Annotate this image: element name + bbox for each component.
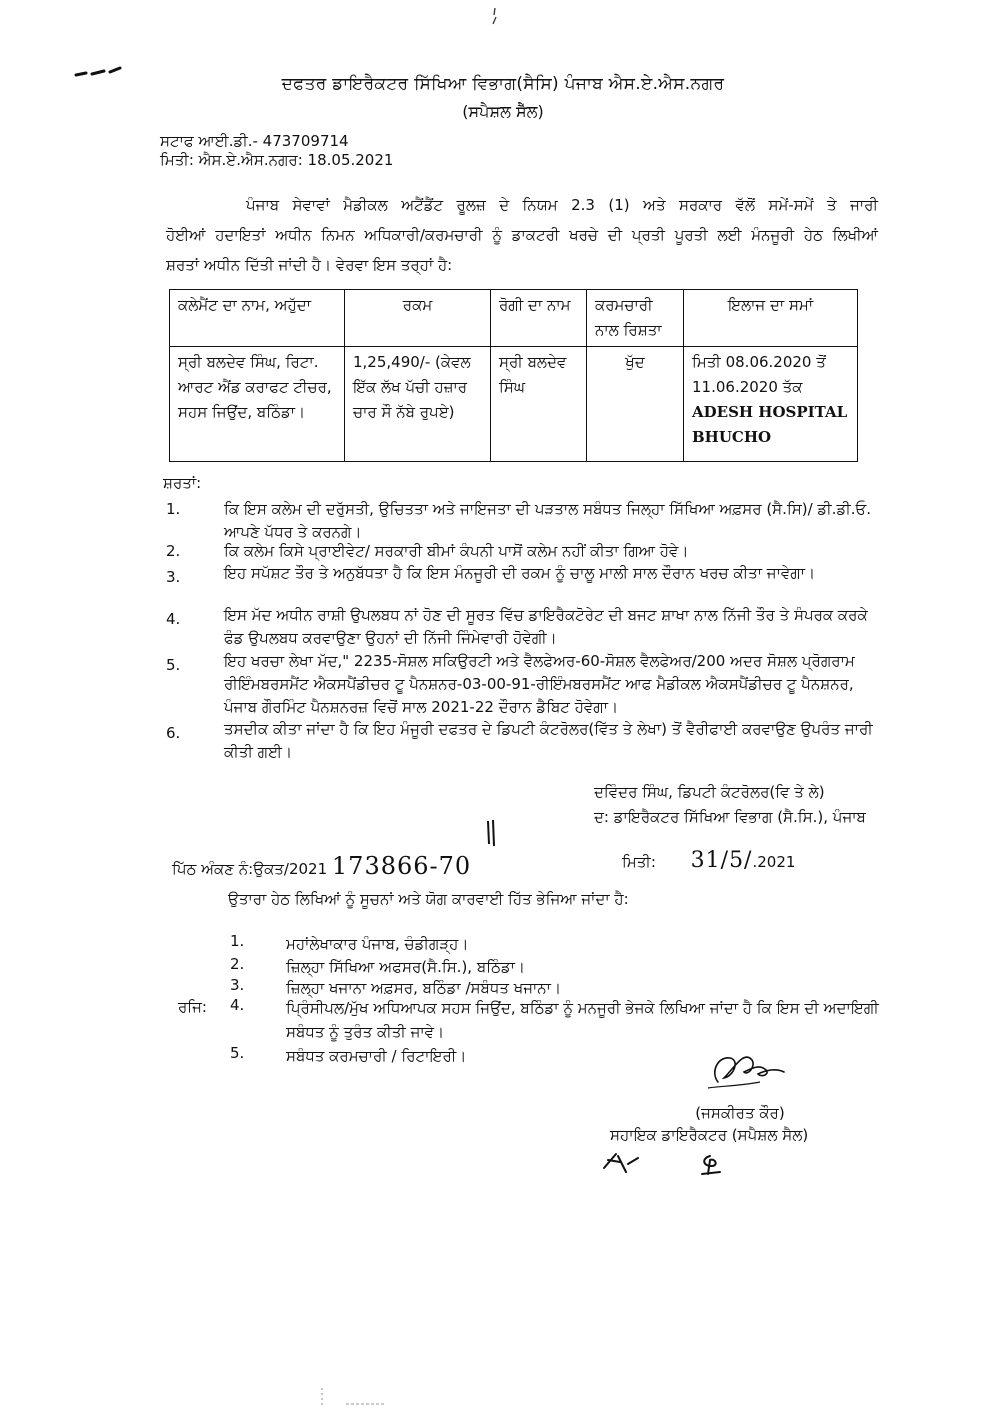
date-year: .2021 — [752, 853, 796, 871]
assistant-director-designation: ਸਹਾਇਕ ਡਾਇਰੈਕਟਰ (ਸਪੈਸ਼ਲ ਸੈਲ) — [610, 1126, 809, 1144]
endorsement-number-handwritten: 173866-70 — [331, 852, 472, 880]
recipient-text: ਜ਼ਿਲ੍ਹਾ ਸਿੱਖਿਆ ਅਫਸਰ(ਸੈ.ਸਿ.), ਬਠਿੰਡਾ। — [286, 958, 526, 976]
signatory-office: ਦ: ਡਾਇਰੈਕਟਰ ਸਿੱਖਿਆ ਵਿਭਾਗ (ਸੈ.ਸਿ.), ਪੰਜਾਬ — [594, 808, 866, 826]
date-handwritten: 31/5/ — [690, 848, 753, 873]
signatory-name: ਦਵਿੰਦਰ ਸਿੰਘ, ਡਿਪਟੀ ਕੰਟਰੋਲਰ(ਵਿ ਤੇ ਲੇ) — [594, 783, 825, 801]
condition-text: ਤਸਦੀਕ ਕੀਤਾ ਜਾਂਦਾ ਹੈ ਕਿ ਇਹ ਮੰਜੂਰੀ ਦਫਤਰ ਦੇ ਡਿਪਟੀ ਕੰਟਰੋਲਰ(ਵਿੱਤ ਤੇ ਲੇਖਾ) ਤੋਂ ਵੈਰੀਫਾਈ ਕਰਵਾਉਣ ਉਪਰੰਤ ਜਾਰੀ ਕੀਤੀ ਗਈ। — [224, 720, 873, 761]
cell-amount: 1,25,490/- (ਕੇਵਲ ਇੱਕ ਲੱਖ ਪੱਚੀ ਹਜ਼ਾਰ ਚਾਰ ਸੌ ਨੱਬੇ ਰੁਪਏ) — [345, 347, 491, 462]
header-patient: ਰੋਗੀ ਦਾ ਨਾਮ — [491, 290, 587, 347]
endorsement-date — [622, 848, 795, 873]
hospital-name: ADESH HOSPITAL BHUCHO — [692, 403, 848, 446]
intro-line-2: ਹੋਈਆਂ ਹਦਾਇਤਾਂ ਅਧੀਨ ਨਿਮਨ ਅਧਿਕਾਰੀ/ਕਰਮਚਾਰੀ ਨੂੰ ਡਾਕਟਰੀ ਖਰਚੇ ਦੀ ਪ੍ਰਤੀ ਪੂਰਤੀ ਲਈ ਮੰਨਜੂਰੀ ਹੇਠ ਲਿਖੀਆਂ — [166, 226, 878, 244]
header-amount: ਰਕਮ — [345, 290, 491, 347]
intro-line-1: ਪੰਜਾਬ ਸੇਵਾਵਾਂ ਮੈਡੀਕਲ ਅਟੈਂਡੈਂਟ ਰੂਲਜ਼ ਦੇ ਨਿਯਮ 2.3 (1) ਅਤੇ ਸਰਕਾਰ ਵੱਲੋਂ ਸਮੇਂ-ਸਮੇਂ ਤੇ ਜਾਰੀ — [246, 196, 878, 214]
claim-table — [169, 289, 858, 462]
registered-label: ਰਜਿ: — [178, 998, 207, 1016]
condition-text: ਕਿ ਇਸ ਕਲੇਮ ਦੀ ਦਰੁੱਸਤੀ, ਉਚਿਤਤਾ ਅਤੇ ਜਾਇਜਤਾ ਦੀ ਪੜਤਾਲ ਸਬੰਧਤ ਜਿਲ੍ਹਾ ਸਿੱਖਿਆ ਅਫ਼ਸਰ (ਸੈ.ਸਿ)/ ਡੀ.ਡੀ.ਓ. ਆਪਣੇ ਪੱਧਰ ਤੇ ਕਰਨਗੇ। — [224, 500, 872, 541]
endorsement-prefix: ਪਿੱਠ ਅੰਕਣ ਨੰ:ਉਕਤ/2021 — [172, 860, 328, 878]
endorsement-reference — [172, 852, 471, 880]
issue-date: ਮਿਤੀ: ਐਸ.ਏ.ਐਸ.ਨਗਰ: 18.05.2021 — [160, 151, 394, 169]
condition-text: ਕਿ ਕਲੇਮ ਕਿਸੇ ਪ੍ਰਾਈਵੇਟ/ ਸਰਕਾਰੀ ਬੀਮਾਂ ਕੰਪਨੀ ਪਾਸੋਂ ਕਲੇਮ ਨਹੀਂ ਕੀਤਾ ਗਿਆ ਹੋਵੇ। — [224, 542, 689, 560]
condition-number: 2. — [166, 542, 181, 560]
cell-subheader: (ਸਪੈਸ਼ਲ ਸੈੱਲ) — [462, 102, 544, 121]
recipient-number: 2. — [230, 955, 245, 973]
condition-number: 3. — [166, 568, 181, 586]
treatment-dates: ਮਿਤੀ 08.06.2020 ਤੋਂ 11.06.2020 ਤੱਕ — [692, 353, 826, 396]
cell-patient: ਸ੍ਰੀ ਬਲਦੇਵ ਸਿੰਘ — [491, 347, 587, 462]
recipient-text: ਮਹਾਂਲੇਖਾਕਾਰ ਪੰਜਾਬ, ਚੰਡੀਗੜ੍ਹ। — [286, 935, 469, 953]
cell-relation: ਖੁੱਦ — [587, 347, 684, 462]
handwritten-initials — [598, 1148, 738, 1178]
recipient-number: 3. — [230, 976, 245, 994]
deputy-controller-signature-block — [594, 780, 866, 830]
handwritten-tick-mark — [484, 818, 498, 848]
recipient-text: ਜ਼ਿਲ੍ਹਾ ਖਜਾਨਾ ਅਫ਼ਸਰ, ਬਠਿੰਡਾ /ਸਬੰਧਤ ਖਜਾਨਾ। — [286, 979, 562, 997]
conditions-title: ਸ਼ਰਤਾਂ: — [163, 474, 202, 492]
recipient-number: 5. — [230, 1044, 245, 1062]
office-header: ਦਫਤਰ ਡਾਇਰੈਕਟਰ ਸਿੱਖਿਆ ਵਿਭਾਗ(ਸੈਸਿ) ਪੰਜਾਬ ਐਸ.ਏ.ਐਸ.ਨਗਰ — [281, 74, 725, 94]
forward-text: ਉਤਾਰਾ ਹੇਠ ਲਿਖਿਆਂ ਨੂੰ ਸੂਚਨਾਂ ਅਤੇ ਯੋਗ ਕਾਰਵਾਈ ਹਿੱਤ ਭੇਜਿਆ ਜਾਂਦਾ ਹੈ: — [228, 890, 629, 908]
staff-id: ਸਟਾਫ ਆਈ.ਡੀ.- 473709714 — [160, 132, 349, 150]
recipient-text: ਪ੍ਰਿੰਸੀਪਲ/ਮੁੱਖ ਅਧਿਆਪਕ ਸਹਸ ਜਿਉਂਦ, ਬਠਿੰਡਾ ਨੂੰ ਮਨਜੂਰੀ ਭੇਜਕੇ ਲਿਖਿਆ ਜਾਂਦਾ ਹੈ ਕਿ ਇਸ ਦੀ ਅਦਾਇਗੀ ਸਬੰਧਤ ਨੂੰ ਤੁਰੰਤ ਕੀਤੀ ਜਾਵੇ। — [286, 999, 879, 1041]
condition-number: 1. — [166, 500, 181, 518]
stray-ink-mark-top — [488, 6, 502, 26]
condition-number: 5. — [166, 656, 181, 674]
condition-text: ਇਹ ਖਰਚਾ ਲੇਖਾ ਮੱਦ," 2235-ਸੋਸ਼ਲ ਸਕਿਉਰਟੀ ਅਤੇ ਵੈਲਫੇਅਰ-60-ਸੋਸ਼ਲ ਵੈਲਫੇਅਰ/200 ਅਦਰ ਸੋਸ਼ਲ ਪ੍ਰੋਗਰਾਮ ਰੀਇੰਮਬਰਸਮੈਂਟ ਐਕਸਪੈਂਡੀਚਰ ਟੂ ਪੈਨਸ਼ਨਰ-03-00-91-ਰੀਇੰਮਬਰਸਮੈਂਟ ਆਫ ਮੈਡੀਕਲ ਐਕਸਪੈਂਡੀਚਰ ਟੂ ਪੈਨਸ਼ਨਰ, ਪੰਜਾਬ ਗੌਰਮਿੰਟ ਪੈਨਸ਼ਨਰਜ਼ ਵਿਚੋਂ ਸਾਲ 2021-22 ਦੌਰਾਨ ਡੈਬਿਟ ਹੋਵੇਗਾ। — [224, 652, 855, 716]
condition-text: ਇਹ ਸਪੱਸ਼ਟ ਤੌਰ ਤੇ ਅਨੁਬੱਧਤਾ ਹੈ ਕਿ ਇਸ ਮੰਨਜੂਰੀ ਦੀ ਰਕਮ ਨੂੰ ਚਾਲੂ ਮਾਲੀ ਸਾਲ ਦੌਰਾਨ ਖਰਚ ਕੀਤਾ ਜਾਵੇਗਾ। — [224, 564, 816, 582]
scan-artifact-bottom — [316, 1384, 396, 1414]
header-relation: ਕਰਮਚਾਰੀ ਨਾਲ ਰਿਸ਼ਤਾ — [587, 290, 684, 347]
cell-claimant: ਸ੍ਰੀ ਬਲਦੇਵ ਸਿੰਘ, ਰਿਟਾ. ਆਰਟ ਐਂਡ ਕਰਾਫਟ ਟੀਚਰ, ਸਹਸ ਜਿਉਂਦ, ਬਠਿੰਡਾ। — [170, 347, 345, 462]
table-row — [170, 347, 858, 462]
recipient-text: ਸਬੰਧਤ ਕਰਮਚਾਰੀ / ਰਿਟਾਇਰੀ। — [286, 1047, 467, 1065]
recipient-number: 4. — [230, 996, 245, 1014]
assistant-director-name: (ਜਸਕੀਰਤ ਕੌਰ) — [695, 1104, 785, 1122]
condition-number: 4. — [166, 610, 181, 628]
intro-paragraph — [166, 190, 878, 280]
header-period: ਇਲਾਜ ਦਾ ਸਮਾਂ — [684, 290, 858, 347]
date-label: ਮਿਤੀ: — [622, 853, 656, 871]
cell-period — [684, 347, 858, 462]
handwritten-signature — [700, 1042, 790, 1094]
condition-number: 6. — [166, 724, 181, 742]
table-header-row — [170, 290, 858, 347]
recipient-number: 1. — [230, 932, 245, 950]
intro-line-3: ਸ਼ਰਤਾਂ ਅਧੀਨ ਦਿੱਤੀ ਜਾਂਦੀ ਹੈ। ਵੇਰਵਾ ਇਸ ਤਰ੍ਹਾਂ ਹੈ: — [166, 256, 453, 274]
condition-text: ਇਸ ਮੱਦ ਅਧੀਨ ਰਾਸ਼ੀ ਉਪਲਬਧ ਨਾਂ ਹੋਣ ਦੀ ਸੂਰਤ ਵਿੱਚ ਡਾਇਰੈਕਟੋਰੇਟ ਦੀ ਬਜਟ ਸ਼ਾਖਾ ਨਾਲ ਨਿੱਜੀ ਤੌਰ ਤੇ ਸੰਪਰਕ ਕਰਕੇ ਫੰਡ ਉਪਲਬਧ ਕਰਵਾਉਣਾ ਉਹਨਾਂ ਦੀ ਨਿੱਜੀ ਜਿੰਮੇਵਾਰੀ ਹੋਵੇਗੀ। — [224, 606, 868, 647]
header-claimant: ਕਲੇਮੈਂਟ ਦਾ ਨਾਮ, ਅਹੁੱਦਾ — [170, 290, 345, 347]
